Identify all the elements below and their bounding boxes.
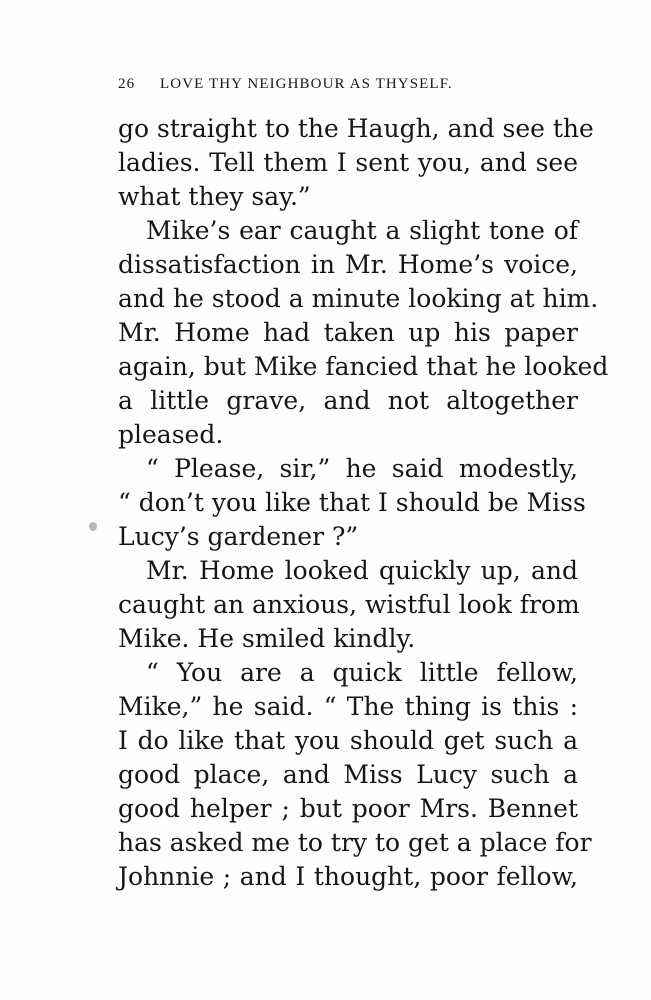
text-line: what they say.” [118,182,311,211]
text-line: “ You are a quick little fellow, [146,658,578,687]
text-line: ladies. Tell them I sent you, and see [118,148,578,177]
text-line: good place, and Miss Lucy such a [118,760,578,789]
text-line: “ Please, sir,” he said modestly, [146,454,578,483]
text-line: caught an anxious, wistful look from [118,590,580,619]
text-line: Mike. He smiled kindly. [118,624,416,653]
text-line: has asked me to try to get a place for [118,828,592,857]
text-line: Lucy’s gardener ?” [118,522,359,551]
text-line: good helper ; but poor Mrs. Bennet [118,794,578,823]
running-head [118,76,578,100]
running-title: LOVE THY NEIGHBOUR AS THYSELF. [160,76,453,92]
text-line: go straight to the Haugh, and see the [118,114,594,143]
body-text [118,112,609,894]
text-line: a little grave, and not altogether [118,386,578,415]
text-line: and he stood a minute looking at him. [118,284,599,313]
text-line: Mike’s ear caught a slight tone of [146,216,578,245]
text-line: pleased. [118,420,224,449]
text-line: again, but Mike fancied that he looked [118,352,609,381]
text-line: I do like that you should get such a [118,726,578,755]
paper-speck [89,522,97,531]
text-line: dissatisfaction in Mr. Home’s voice, [118,250,578,279]
text-line: “ don’t you like that I should be Miss [118,488,586,517]
text-line: Johnnie ; and I thought, poor fellow, [118,862,578,891]
text-line: Mr. Home had taken up his paper [118,318,578,347]
text-line: Mike,” he said. “ The thing is this : [118,692,578,721]
text-line: Mr. Home looked quickly up, and [146,556,578,585]
page-number: 26 [118,76,136,92]
